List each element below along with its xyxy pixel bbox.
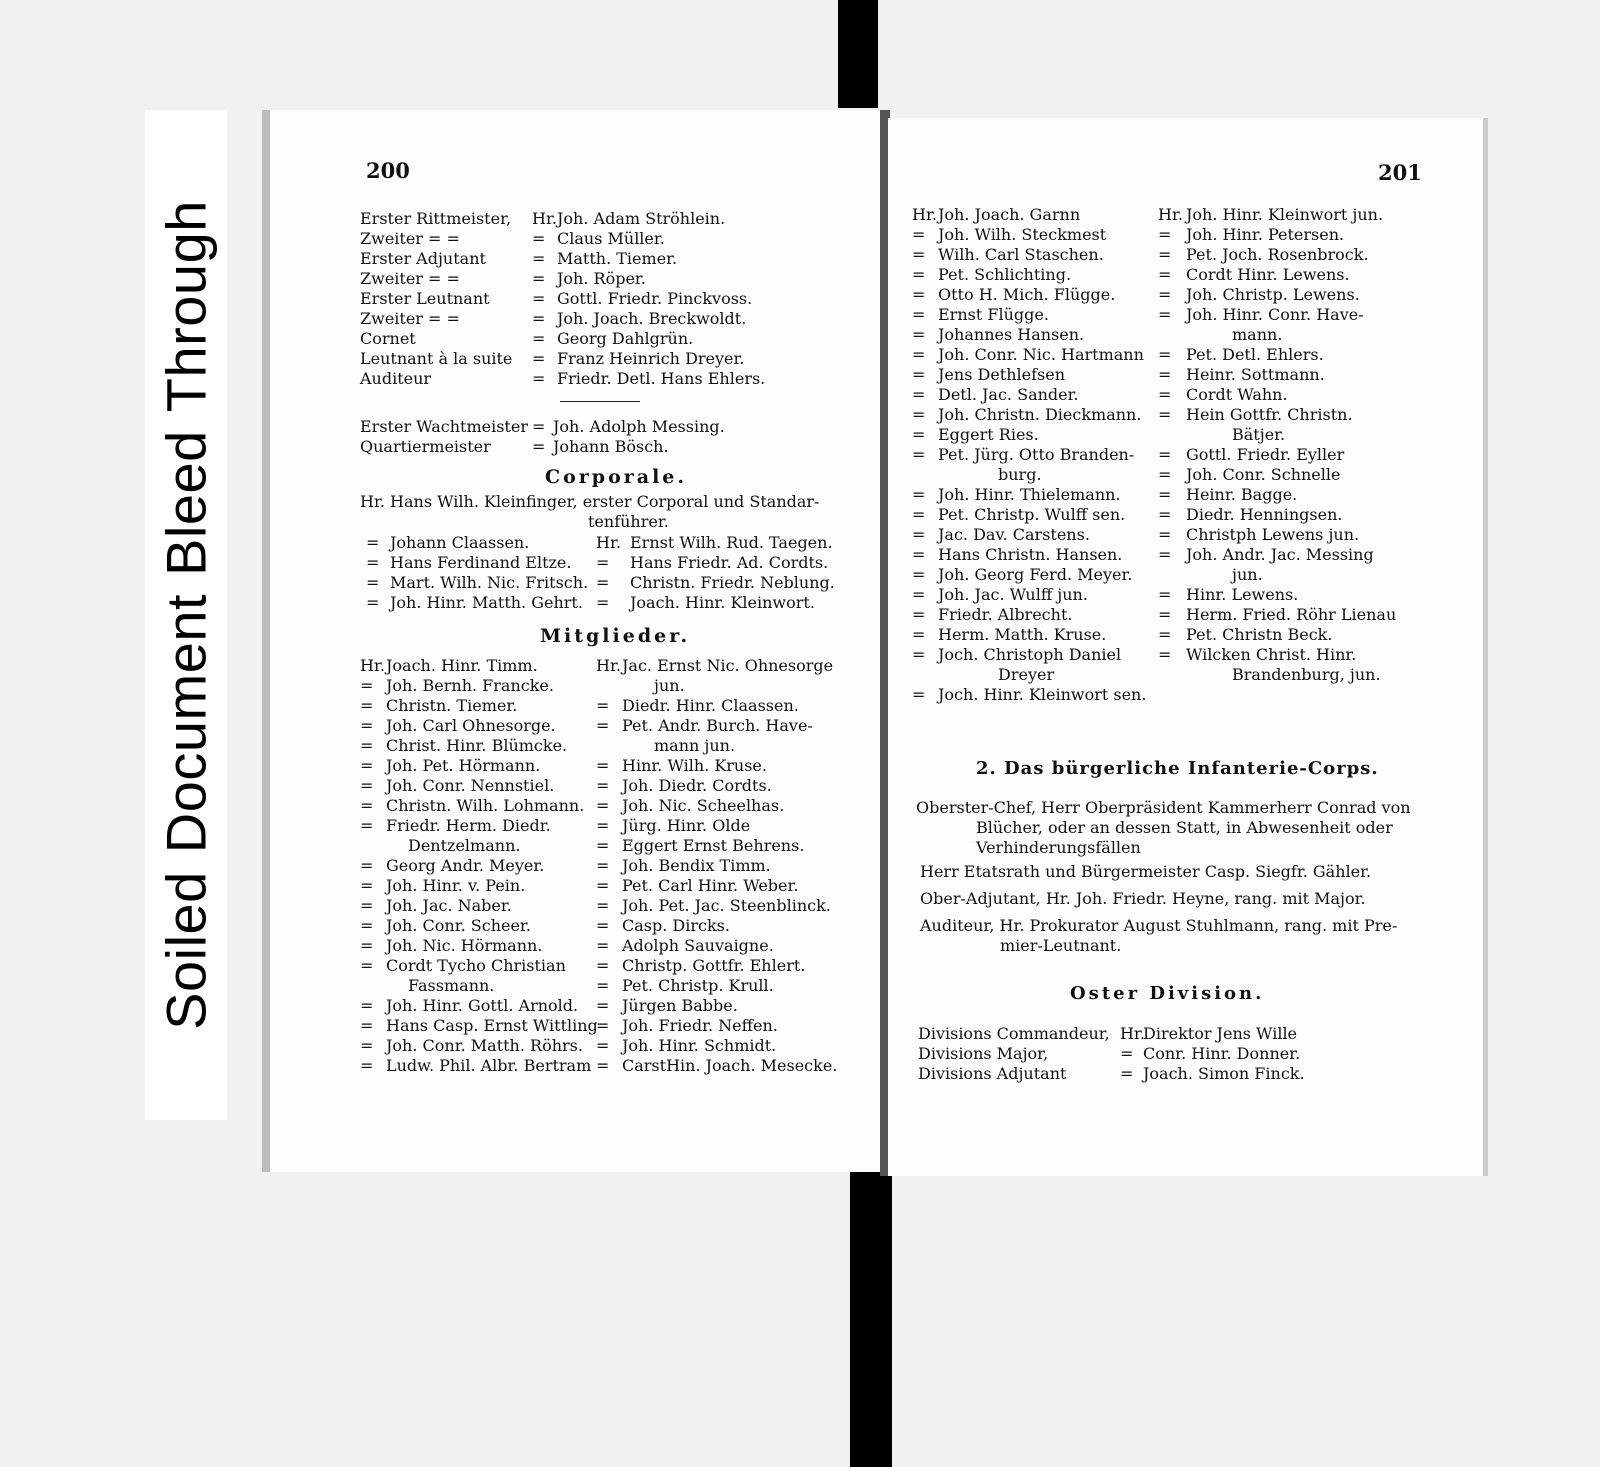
list-mark: = [912,385,926,404]
member-name: Brandenburg, jun. [1232,665,1381,684]
list-mark: = [360,996,374,1015]
list-mark: = [596,716,610,735]
officer-name: Direktor Jens Wille [1143,1024,1298,1043]
list-mark: = [360,796,374,815]
list-mark: = [1158,365,1172,384]
member-name: Joh. Hinr. Conr. Have- [1186,305,1364,324]
list-mark: = [366,533,380,552]
member-name: Heinr. Bagge. [1186,485,1298,504]
list-mark: = [912,625,926,644]
list-mark: = [596,956,610,975]
member-name: Christ. Hinr. Blümcke. [386,736,568,755]
list-mark: Hr. [596,656,621,675]
member-name: Joh. Conr. Schnelle [1186,465,1341,484]
member-name: Joh. Pet. Hörmann. [386,756,541,775]
rank-title: Zweiter = = [360,269,460,288]
list-mark: = [912,345,926,364]
rank-title: Zweiter = = [360,309,460,328]
member-name: Hans Christn. Hansen. [938,545,1123,564]
honorific: = [532,269,546,288]
rank-title: Erster Leutnant [360,289,490,308]
list-mark: = [1158,445,1172,464]
member-name: Cordt Wahn. [1186,385,1288,404]
member-name: Joh. Wilh. Steckmest [938,225,1107,244]
list-mark: = [1158,625,1172,644]
section-heading: 2. Das bürgerliche Infanterie-Corps. [976,758,1379,779]
list-mark: = [596,896,610,915]
officer-name: Joh. Adolph Messing. [553,417,725,436]
list-mark: = [1158,385,1172,404]
corporal-name: Joach. Hinr. Kleinwort. [630,593,815,612]
member-name: Joh. Nic. Scheelhas. [622,796,785,815]
member-name: Jac. Ernst Nic. Ohnesorge [622,656,834,675]
member-name: CarstHin. Joach. Mesecke. [622,1056,838,1075]
list-mark: = [360,956,374,975]
officer-name: Conr. Hinr. Donner. [1143,1044,1301,1063]
list-mark: = [912,685,926,704]
list-mark: = [360,1036,374,1055]
list-mark: = [596,1016,610,1035]
list-mark: = [360,696,374,715]
list-mark: = [912,305,926,324]
list-mark: = [912,365,926,384]
member-name: Hinr. Wilh. Kruse. [622,756,767,775]
info-line: mier-Leutnant. [1000,936,1122,955]
list-mark: = [360,816,374,835]
honorific: = [1120,1044,1134,1063]
honorific: = [532,349,546,368]
member-name: Christp. Gottfr. Ehlert. [622,956,806,975]
member-name: Eggert Ries. [938,425,1039,444]
list-mark: = [366,553,380,572]
member-name: Joh. Conr. Nic. Hartmann [938,345,1144,364]
honorific: = [532,229,546,248]
member-name: Joh. Hinr. Thielemann. [938,485,1121,504]
member-name: Eggert Ernst Behrens. [622,836,805,855]
chef-line: Blücher, oder an dessen Statt, in Abwesenheit oder [976,818,1393,837]
member-name: Pet. Schlichting. [938,265,1072,284]
officer-name: Friedr. Detl. Hans Ehlers. [557,369,766,388]
rank-title: Divisions Major, [918,1044,1049,1063]
member-name: Hans Casp. Ernst Wittling [386,1016,598,1035]
officer-name: Johann Bösch. [553,437,669,456]
member-name: Joh. Hinr. Kleinwort jun. [1186,205,1384,224]
member-name: burg. [998,465,1042,484]
list-mark: = [1158,645,1172,664]
list-mark: = [1158,285,1172,304]
officer-name: Joh. Röper. [557,269,646,288]
member-name: Joh. Jac. Naber. [386,896,512,915]
corporal-name: Mart. Wilh. Nic. Fritsch. [390,573,589,592]
honorific: Hr. [532,209,557,228]
member-name: Jürg. Hinr. Olde [622,816,751,835]
officer-name: Gottl. Friedr. Pinckvoss. [557,289,753,308]
corporal-name: Johann Claassen. [390,533,530,552]
list-mark: Hr. [912,205,937,224]
member-name: Pet. Jürg. Otto Branden- [938,445,1135,464]
member-name: Joh. Andr. Jac. Messing [1186,545,1374,564]
banner-word: Through [154,200,218,413]
member-name: Joh. Pet. Jac. Steenblinck. [622,896,831,915]
member-name: Joh. Nic. Hörmann. [386,936,543,955]
member-name: Wilh. Carl Staschen. [938,245,1104,264]
member-name: Herm. Matth. Kruse. [938,625,1107,644]
list-mark: = [1158,345,1172,364]
rank-title: Leutnant à la suite [360,349,513,368]
info-line: Auditeur, Hr. Prokurator August Stuhlmann, rang. mit Pre- [920,916,1398,935]
binding-strip-top [838,0,878,108]
list-mark: = [1158,245,1172,264]
corporal-name: Ernst Wilh. Rud. Taegen. [630,533,833,552]
list-mark: = [1158,585,1172,604]
list-mark: = [1158,465,1172,484]
page-number: 201 [1378,160,1422,185]
member-name: Diedr. Henningsen. [1186,505,1343,524]
member-name: Joh. Hinr. Schmidt. [622,1036,777,1055]
list-mark: = [360,1016,374,1035]
member-name: Johannes Hansen. [938,325,1085,344]
standard-bearer-line: Hr. Hans Wilh. Kleinfinger, erster Corporal und Standar- [360,492,820,511]
officer-name: Joach. Simon Finck. [1143,1064,1305,1083]
member-name: Joh. Carl Ohnesorge. [386,716,556,735]
member-name: Christn. Tiemer. [386,696,518,715]
list-mark: = [360,1056,374,1075]
member-name: Pet. Andr. Burch. Have- [622,716,813,735]
list-mark: = [360,896,374,915]
officer-name: Claus Müller. [557,229,665,248]
info-line: Ober-Adjutant, Hr. Joh. Friedr. Heyne, rang. mit Major. [920,889,1366,908]
list-mark: Hr. [596,533,621,552]
member-name: Heinr. Sottmann. [1186,365,1325,384]
list-mark: = [360,936,374,955]
list-mark: = [912,225,926,244]
banner-label [154,191,219,1039]
member-name: mann. [1232,325,1283,344]
list-mark: = [596,836,610,855]
member-name: Joh. Diedr. Cordts. [622,776,772,795]
member-name: Joh. Georg Ferd. Meyer. [938,565,1133,584]
list-mark: = [596,593,610,612]
member-name: Friedr. Herm. Diedr. [386,816,551,835]
list-mark: = [360,856,374,875]
list-mark: = [360,676,374,695]
list-mark: = [596,936,610,955]
member-name: Cordt Hinr. Lewens. [1186,265,1350,284]
member-name: Hinr. Lewens. [1186,585,1299,604]
list-mark: = [360,876,374,895]
member-name: Casp. Dircks. [622,916,730,935]
member-name: Joach. Hinr. Timm. [386,656,538,675]
corporal-name: Hans Ferdinand Eltze. [390,553,572,572]
list-mark: = [596,996,610,1015]
list-mark: = [366,593,380,612]
list-mark: = [1158,225,1172,244]
member-name: mann jun. [654,736,736,755]
honorific: = [532,289,546,308]
member-name: Fassmann. [408,976,495,995]
list-mark: = [912,525,926,544]
list-mark: = [596,796,610,815]
rank-title: Divisions Adjutant [918,1064,1067,1083]
list-mark: = [360,916,374,935]
officer-name: Joh. Joach. Breckwoldt. [557,309,747,328]
list-mark: = [360,776,374,795]
divider [560,401,640,402]
list-mark: = [596,1056,610,1075]
list-mark: = [1158,405,1172,424]
member-name: Joh. Christn. Dieckmann. [938,405,1142,424]
member-name: Christn. Wilh. Lohmann. [386,796,585,815]
banner-word: Soiled [154,871,218,1030]
member-name: Diedr. Hinr. Claassen. [622,696,799,715]
page-number: 200 [366,158,410,183]
section-heading: Mitglieder. [540,625,691,647]
honorific: = [532,437,546,456]
member-name: jun. [1232,565,1263,584]
banner-word: Document [154,593,218,854]
list-mark: = [912,605,926,624]
member-name: Jens Dethlefsen [938,365,1066,384]
list-mark: Hr. [1158,205,1183,224]
rank-title: Divisions Commandeur, [918,1024,1110,1043]
corporal-name: Hans Friedr. Ad. Cordts. [630,553,829,572]
list-mark: = [912,505,926,524]
member-name: Joh. Christp. Lewens. [1186,285,1360,304]
honorific: Hr. [1120,1024,1145,1043]
officer-name: Franz Heinrich Dreyer. [557,349,745,368]
list-mark: = [596,756,610,775]
member-name: Hein Gottfr. Christn. [1186,405,1353,424]
list-mark: = [1158,265,1172,284]
list-mark: = [1158,605,1172,624]
list-mark: = [912,585,926,604]
list-mark: = [596,573,610,592]
bleed-through-banner [145,110,227,1120]
honorific: = [532,249,546,268]
member-name: Dentzelmann. [408,836,521,855]
member-name: Otto H. Mich. Flügge. [938,285,1116,304]
corporal-name: Joh. Hinr. Matth. Gehrt. [390,593,583,612]
member-name: Joh. Conr. Nennstiel. [386,776,555,795]
list-mark: = [360,716,374,735]
list-mark: = [912,285,926,304]
list-mark: = [912,245,926,264]
list-mark: = [1158,545,1172,564]
member-name: Joch. Hinr. Kleinwort sen. [938,685,1147,704]
member-name: Bätjer. [1232,425,1286,444]
member-name: Joh. Hinr. v. Pein. [386,876,526,895]
rank-title: Erster Adjutant [360,249,486,268]
list-mark: = [1158,525,1172,544]
member-name: Pet. Christp. Wulff sen. [938,505,1126,524]
list-mark: = [360,736,374,755]
member-name: Pet. Christn Beck. [1186,625,1333,644]
list-mark: = [596,916,610,935]
member-name: Detl. Jac. Sander. [938,385,1079,404]
member-name: Pet. Detl. Ehlers. [1186,345,1324,364]
list-mark: Hr. [360,656,385,675]
member-name: Pet. Carl Hinr. Weber. [622,876,799,895]
rank-title: Auditeur [360,369,432,388]
member-name: Joh. Joach. Garnn [938,205,1081,224]
member-name: Pet. Christp. Krull. [622,976,774,995]
honorific: = [532,309,546,328]
list-mark: = [596,553,610,572]
section-heading: Oster Division. [1070,983,1265,1004]
section-heading: Corporale. [545,466,688,488]
officer-name: Joh. Adam Ströhlein. [557,209,726,228]
member-name: Joh. Jac. Wulff jun. [938,585,1088,604]
list-mark: = [1158,305,1172,324]
rank-title: Zweiter = = [360,229,460,248]
member-name: Joh. Bernh. Francke. [386,676,554,695]
binding-strip-bottom [850,1172,892,1467]
list-mark: = [596,1036,610,1055]
rank-title: Quartiermeister [360,437,491,456]
member-name: Joh. Friedr. Neffen. [622,1016,778,1035]
list-mark: = [912,425,926,444]
list-mark: = [1158,505,1172,524]
list-mark: = [360,756,374,775]
list-mark: = [912,645,926,664]
officer-name: Georg Dahlgrün. [557,329,694,348]
member-name: Joh. Conr. Scheer. [386,916,531,935]
member-name: jun. [654,676,685,695]
rank-title: Erster Rittmeister, [360,209,512,228]
standard-bearer-line: tenführer. [588,512,669,531]
banner-word: Bleed [154,430,218,576]
chef-line: Oberster-Chef, Herr Oberpräsident Kammerherr Conrad von [916,798,1411,817]
list-mark: = [912,405,926,424]
member-name: Ludw. Phil. Albr. Bertram [386,1056,592,1075]
right-page [888,118,1488,1176]
rank-title: Erster Wachtmeister [360,417,528,436]
honorific: = [532,329,546,348]
member-name: Joh. Hinr. Petersen. [1186,225,1345,244]
member-name: Jürgen Babbe. [622,996,738,1015]
honorific: = [1120,1064,1134,1083]
list-mark: = [912,485,926,504]
list-mark: = [596,976,610,995]
rank-title: Cornet [360,329,416,348]
chef-line: Verhinderungsfällen [976,838,1141,857]
list-mark: = [366,573,380,592]
member-name: Wilcken Christ. Hinr. [1186,645,1357,664]
list-mark: = [912,325,926,344]
honorific: = [532,369,546,388]
list-mark: = [912,445,926,464]
member-name: Joh. Conr. Matth. Röhrs. [386,1036,583,1055]
member-name: Georg Andr. Meyer. [386,856,545,875]
member-name: Cordt Tycho Christian [386,956,566,975]
corporal-name: Christn. Friedr. Neblung. [630,573,835,592]
list-mark: = [912,265,926,284]
member-name: Joch. Christoph Daniel [938,645,1122,664]
list-mark: = [596,696,610,715]
member-name: Joh. Bendix Timm. [622,856,771,875]
list-mark: = [596,876,610,895]
list-mark: = [596,816,610,835]
member-name: Ernst Flügge. [938,305,1049,324]
member-name: Christph Lewens jun. [1186,525,1360,544]
left-page [262,110,882,1172]
info-line: Herr Etatsrath und Bürgermeister Casp. Siegfr. Gähler. [920,862,1372,881]
member-name: Herm. Fried. Röhr Lienau [1186,605,1397,624]
list-mark: = [596,856,610,875]
member-name: Gottl. Friedr. Eyller [1186,445,1345,464]
list-mark: = [912,565,926,584]
member-name: Joh. Hinr. Gottl. Arnold. [386,996,579,1015]
member-name: Friedr. Albrecht. [938,605,1073,624]
list-mark: = [912,545,926,564]
list-mark: = [1158,485,1172,504]
member-name: Adolph Sauvaigne. [622,936,774,955]
member-name: Dreyer [998,665,1055,684]
officer-name: Matth. Tiemer. [557,249,678,268]
list-mark: = [596,776,610,795]
member-name: Pet. Joch. Rosenbrock. [1186,245,1369,264]
honorific: = [532,417,546,436]
member-name: Jac. Dav. Carstens. [938,525,1090,544]
